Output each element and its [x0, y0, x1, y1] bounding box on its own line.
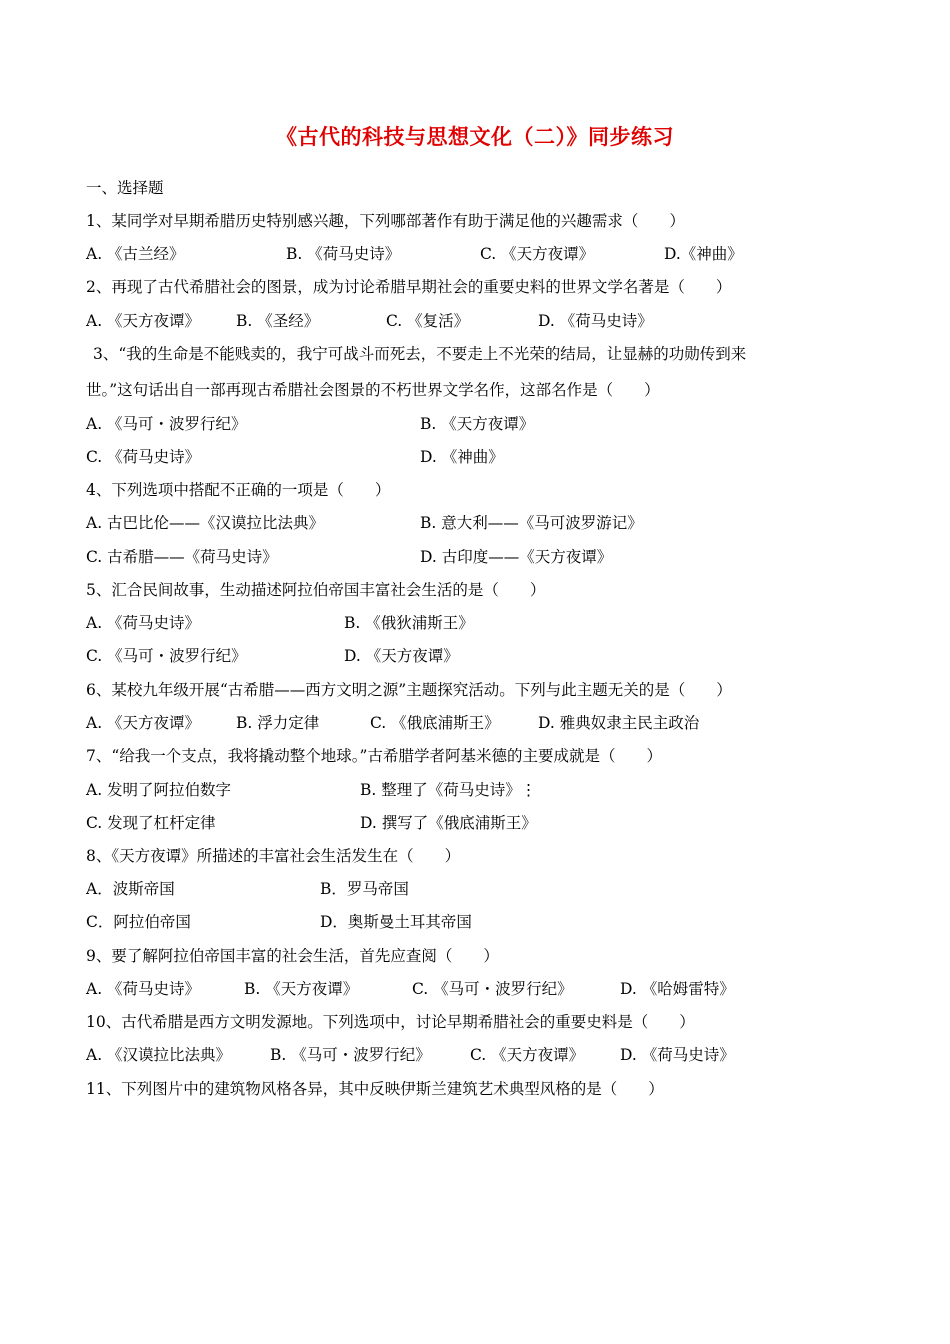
question-9-option-d: D. 《哈姆雷特》 — [620, 980, 735, 998]
question-3-stem-line-2: 世。”这句话出自一部再现古希腊社会图景的不朽世界文学名作，这部名作是（ ） — [86, 381, 660, 399]
question-5-option-d: D. 《天方夜谭》 — [344, 647, 459, 665]
question-1-option-d: D.《神曲》 — [664, 245, 743, 263]
question-9-stem: 9、要了解阿拉伯帝国丰富的社会生活，首先应查阅（ ） — [86, 947, 499, 965]
question-10-option-c: C. 《天方夜谭》 — [470, 1046, 585, 1064]
question-6-option-c: C. 《俄底浦斯王》 — [370, 714, 500, 732]
question-3-stem-line-1: 3、“我的生命是不能贱卖的，我宁可战斗而死去，不要走上不光荣的结局，让显赫的功勋传到来 — [93, 345, 747, 363]
question-7-stem: 7、“给我一个支点，我将撬动整个地球。”古希腊学者阿基米德的主要成就是（ ） — [86, 747, 662, 765]
question-7-option-c: C. 发现了杠杆定律 — [86, 814, 216, 832]
question-2-option-b: B. 《圣经》 — [236, 312, 320, 330]
question-4-stem: 4、下列选项中搭配不正确的一项是（ ） — [86, 481, 391, 499]
question-1-option-c: C. 《天方夜谭》 — [480, 245, 595, 263]
question-7-option-d: D. 撰写了《俄底浦斯王》 — [360, 814, 537, 832]
question-10-option-b: B. 《马可・波罗行纪》 — [270, 1046, 431, 1064]
question-2-option-d: D. 《荷马史诗》 — [538, 312, 653, 330]
document-title: 《古代的科技与思想文化（二）》同步练习 — [276, 125, 674, 149]
question-6-option-b: B. 浮力定律 — [236, 714, 320, 732]
question-9-option-b: B. 《天方夜谭》 — [244, 980, 359, 998]
question-1-option-a: A. 《古兰经》 — [86, 245, 185, 263]
section-heading: 一、选择题 — [86, 179, 164, 197]
question-10-option-d: D. 《荷马史诗》 — [620, 1046, 735, 1064]
question-9-option-c: C. 《马可・波罗行纪》 — [412, 980, 573, 998]
question-4-option-a: A. 古巴比伦——《汉谟拉比法典》 — [86, 514, 325, 532]
question-3-option-a: A. 《马可・波罗行纪》 — [86, 415, 247, 433]
question-5-option-b: B. 《俄狄浦斯王》 — [344, 614, 474, 632]
question-11-stem: 11、下列图片中的建筑物风格各异，其中反映伊斯兰建筑艺术典型风格的是（ ） — [86, 1080, 664, 1098]
question-4-option-c: C. 古希腊——《荷马史诗》 — [86, 548, 278, 566]
question-8-stem: 8、《天方夜谭》所描述的丰富社会生活发生在（ ） — [86, 847, 461, 865]
question-2-option-c: C. 《复活》 — [386, 312, 470, 330]
question-7-option-a: A. 发明了阿拉伯数字 — [86, 781, 232, 799]
question-8-option-b: B．罗马帝国 — [320, 880, 409, 898]
question-9-option-a: A. 《荷马史诗》 — [86, 980, 201, 998]
question-1-stem: 1、某同学对早期希腊历史特别感兴趣，下列哪部著作有助于满足他的兴趣需求（ ） — [86, 212, 685, 230]
question-10-option-a: A. 《汉谟拉比法典》 — [86, 1046, 232, 1064]
question-7-option-b: B. 整理了《荷马史诗》⋮ — [360, 781, 537, 799]
question-3-option-c: C. 《荷马史诗》 — [86, 448, 201, 466]
question-1-option-b: B. 《荷马史诗》 — [286, 245, 401, 263]
question-6-option-a: A. 《天方夜谭》 — [86, 714, 201, 732]
question-5-stem: 5、汇合民间故事，生动描述阿拉伯帝国丰富社会生活的是（ ） — [86, 581, 546, 599]
question-5-option-c: C. 《马可・波罗行纪》 — [86, 647, 247, 665]
question-10-stem: 10、古代希腊是西方文明发源地。下列选项中，讨论早期希腊社会的重要史料是（ ） — [86, 1013, 695, 1031]
question-4-option-d: D. 古印度——《天方夜谭》 — [420, 548, 613, 566]
question-5-option-a: A. 《荷马史诗》 — [86, 614, 201, 632]
question-4-option-b: B. 意大利——《马可波罗游记》 — [420, 514, 643, 532]
question-6-option-d: D. 雅典奴隶主民主政治 — [538, 714, 700, 732]
question-8-option-c: C．阿拉伯帝国 — [86, 913, 191, 931]
question-3-option-d: D. 《神曲》 — [420, 448, 504, 466]
question-2-option-a: A. 《天方夜谭》 — [86, 312, 201, 330]
question-8-option-d: D．奥斯曼土耳其帝国 — [320, 913, 472, 931]
question-2-stem: 2、再现了古代希腊社会的图景，成为讨论希腊早期社会的重要史料的世界文学名著是（ ） — [86, 278, 732, 296]
question-8-option-a: A．波斯帝国 — [86, 880, 175, 898]
question-6-stem: 6、某校九年级开展“古希腊——西方文明之源”主题探究活动。下列与此主题无关的是（ ） — [86, 681, 732, 699]
question-3-option-b: B. 《天方夜谭》 — [420, 415, 535, 433]
